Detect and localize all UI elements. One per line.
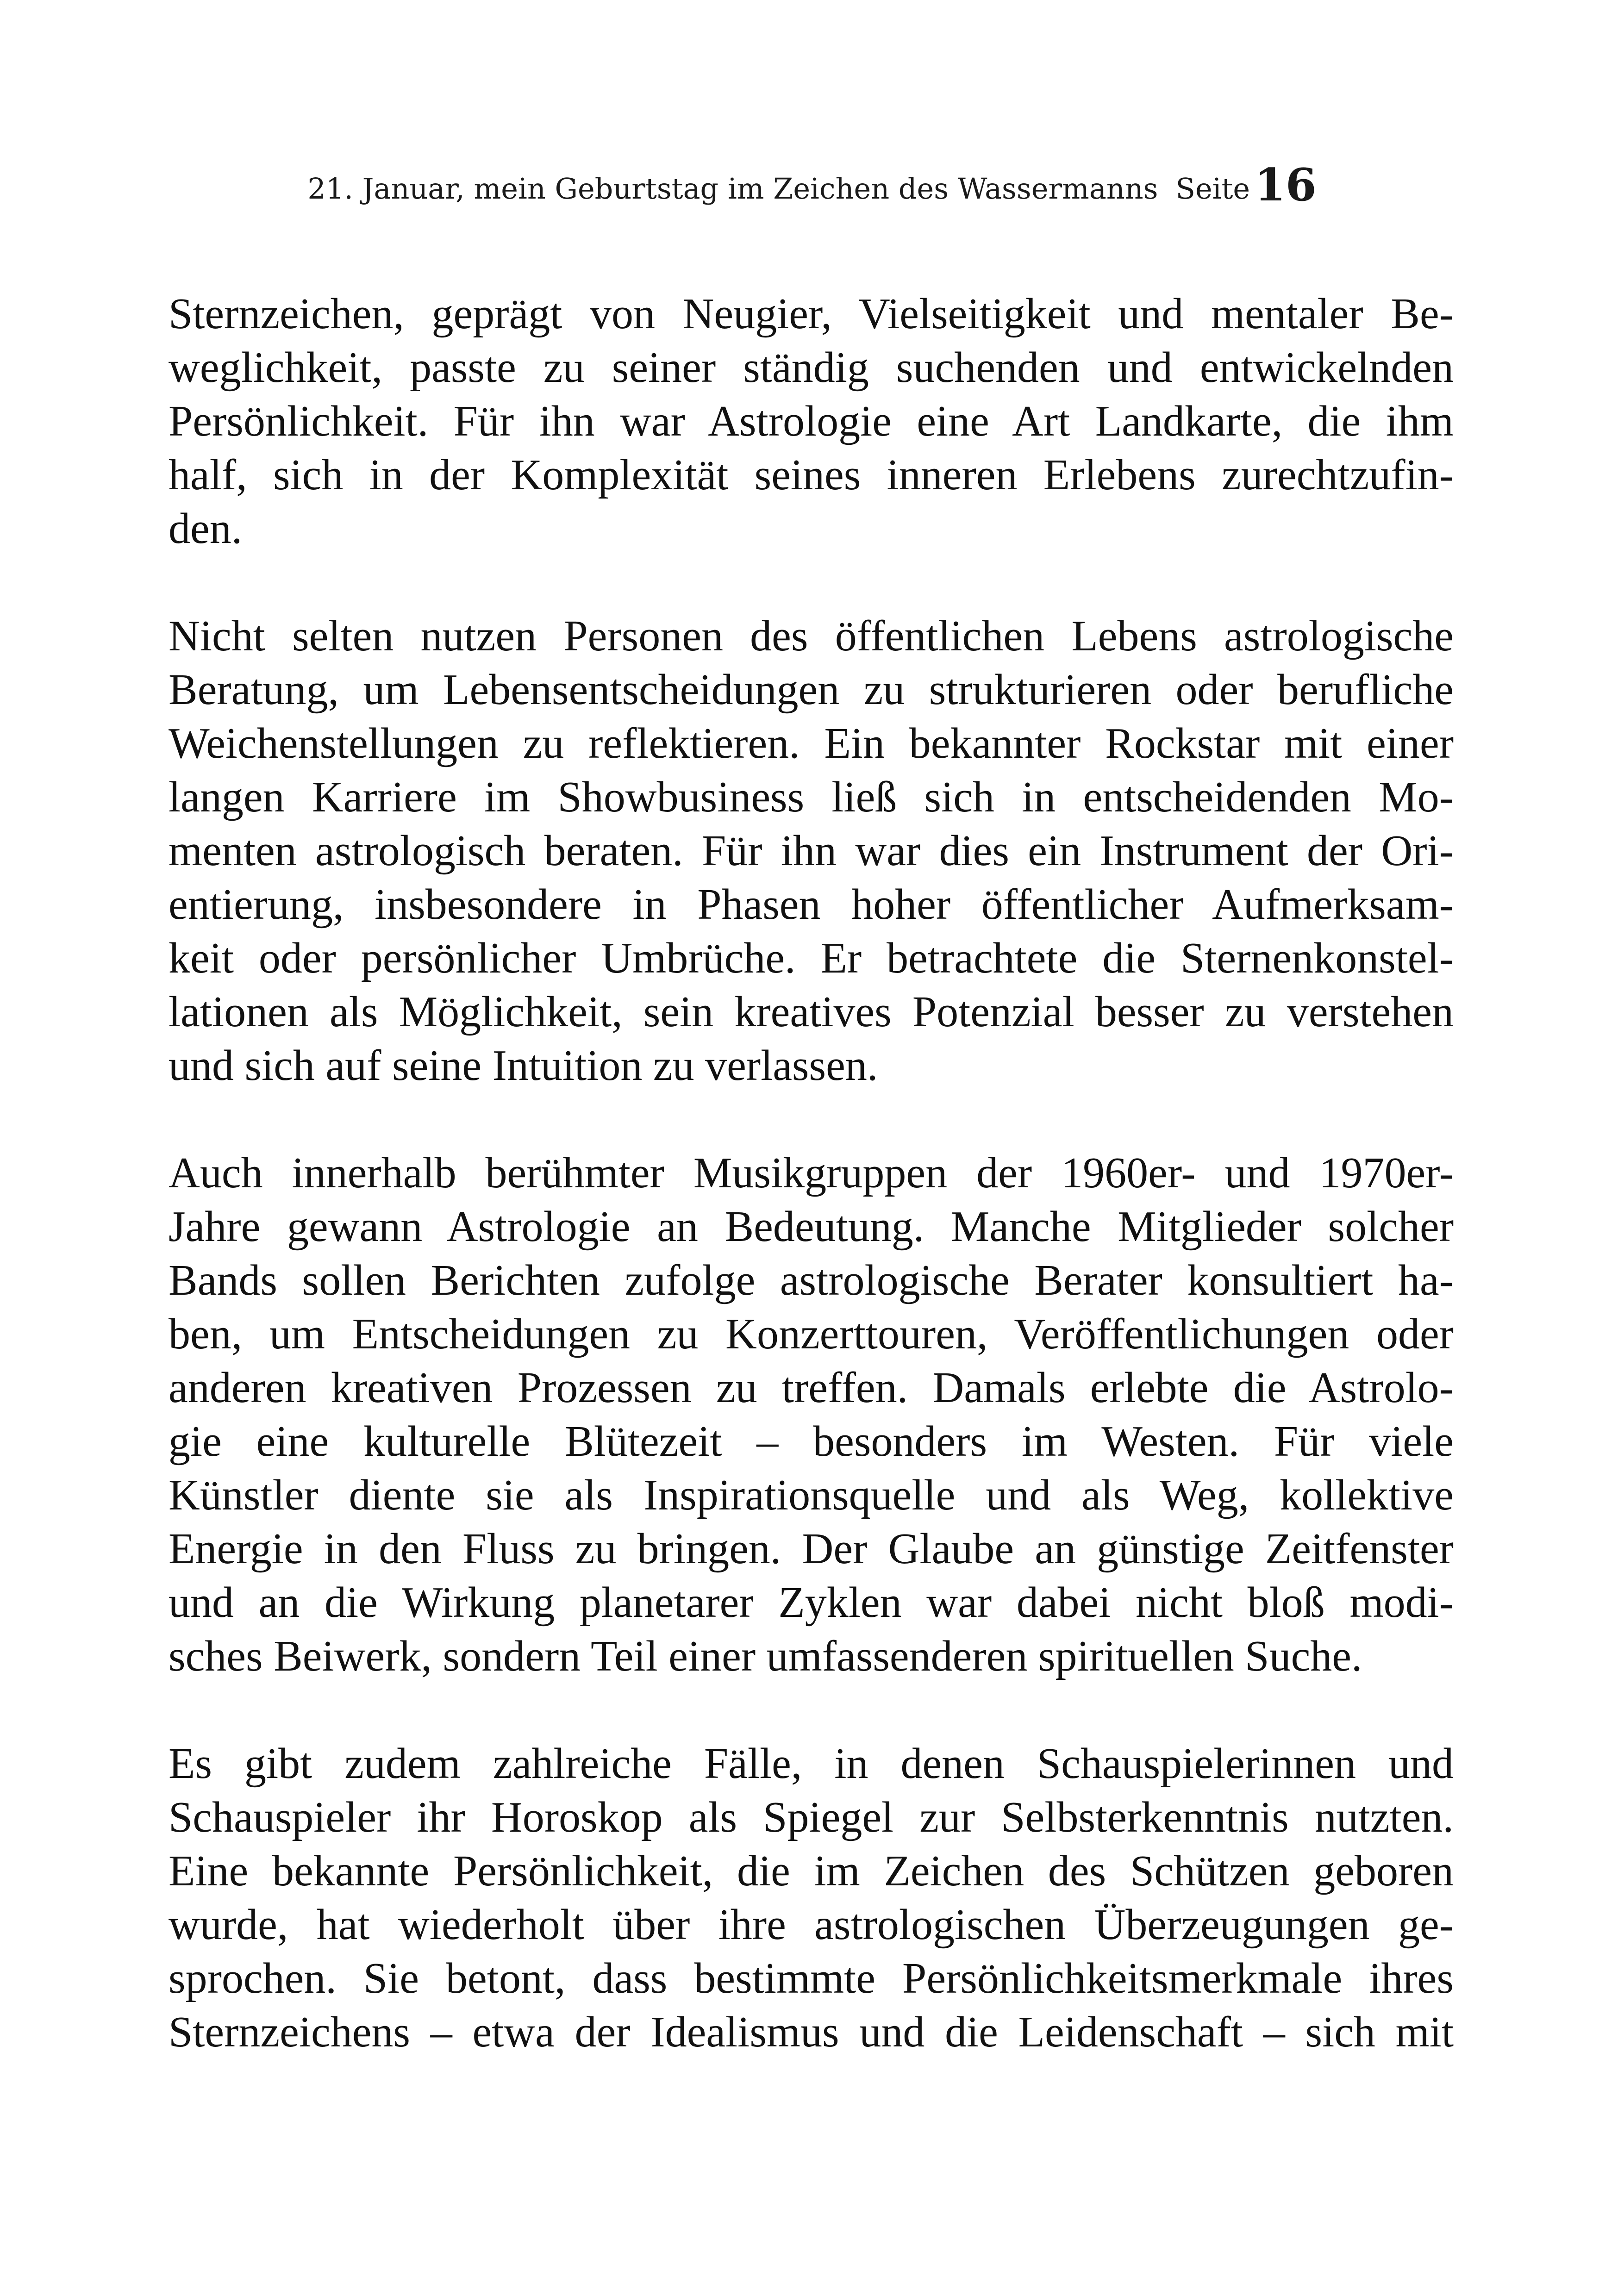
text-line: Persönlichkeit. Für ihn war Astrologie eine Art Landkarte, die ihm — [169, 397, 1454, 445]
page-label: Seite — [1175, 172, 1250, 206]
paragraph — [169, 287, 1454, 555]
body-text — [169, 287, 1454, 2113]
text-line: Eine bekannte Persönlichkeit, die im Zeichen des Schützen geboren — [169, 1847, 1454, 1895]
text-line: Schauspieler ihr Horoskop als Spiegel zur Selbsterkenntnis nutzten. — [169, 1793, 1454, 1841]
text-line: Jahre gewann Astrologie an Bedeutung. Manche Mitglieder solcher — [169, 1203, 1454, 1251]
text-line: Bands sollen Berichten zufolge astrologische Berater konsultiert ha- — [169, 1256, 1454, 1304]
text-line: langen Karriere im Showbusiness ließ sich in entscheidenden Mo- — [169, 773, 1454, 821]
text-line: sches Beiwerk, sondern Teil einer umfassenderen spirituellen Suche. — [169, 1632, 1362, 1680]
text-line: Nicht selten nutzen Personen des öffentlichen Lebens astrologische — [169, 612, 1454, 660]
text-line: lationen als Möglichkeit, sein kreatives Potenzial besser zu verstehen — [169, 988, 1454, 1036]
text-line: gie eine kulturelle Blütezeit – besonders im Westen. Für viele — [169, 1417, 1454, 1466]
text-line: Auch innerhalb berühmter Musikgruppen der 1960er- und 1970er- — [169, 1149, 1454, 1197]
text-line: ben, um Entscheidungen zu Konzerttouren, Veröffentlichungen oder — [169, 1310, 1454, 1358]
text-line: Künstler diente sie als Inspirationsquelle und als Weg, kollektive — [169, 1471, 1454, 1519]
text-line: half, sich in der Komplexität seines inneren Erlebens zurechtzufin- — [169, 451, 1454, 499]
text-line: Sternzeichen, geprägt von Neugier, Vielseitigkeit und mentaler Be- — [169, 290, 1454, 338]
text-line: Energie in den Fluss zu bringen. Der Glaube an günstige Zeitfenster — [169, 1525, 1454, 1573]
text-line: menten astrologisch beraten. Für ihn war dies ein Instrument der Ori- — [169, 827, 1454, 875]
text-line: Sternzeichens – etwa der Idealismus und die Leidenschaft – sich mit — [169, 2008, 1454, 2056]
text-line: Beratung, um Lebensentscheidungen zu strukturieren oder berufliche — [169, 666, 1454, 714]
header-title: 21. Januar, mein Geburtstag im Zeichen des Wassermanns — [307, 172, 1158, 206]
paragraph — [169, 1146, 1454, 1683]
text-line: keit oder persönlicher Umbrüche. Er betrachtete die Sternenkonstel- — [169, 934, 1454, 982]
text-line: und an die Wirkung planetarer Zyklen war dabei nicht bloß modi- — [169, 1578, 1454, 1627]
text-line: Es gibt zudem zahlreiche Fälle, in denen Schauspielerinnen und — [169, 1740, 1454, 1788]
text-line: Weichenstellungen zu reflektieren. Ein bekannter Rockstar mit einer — [169, 719, 1454, 767]
text-line: anderen kreativen Prozessen zu treffen. Damals erlebte die Astrolo- — [169, 1364, 1454, 1412]
text-line: und sich auf seine Intuition zu verlassen. — [169, 1041, 878, 1090]
running-header — [0, 159, 1624, 212]
paragraph — [169, 609, 1454, 1092]
text-line: weglichkeit, passte zu seiner ständig suchenden und entwickelnden — [169, 343, 1454, 392]
text-line: sprochen. Sie betont, dass bestimmte Persönlichkeitsmerkmale ihres — [169, 1954, 1454, 2002]
paragraph — [169, 1737, 1454, 2059]
text-line: entierung, insbesondere in Phasen hoher öffentlicher Aufmerksam- — [169, 880, 1454, 929]
text-line: den. — [169, 505, 243, 553]
page-number: 16 — [1255, 159, 1317, 211]
text-line: wurde, hat wiederholt über ihre astrologischen Überzeugungen ge- — [169, 1901, 1454, 1949]
